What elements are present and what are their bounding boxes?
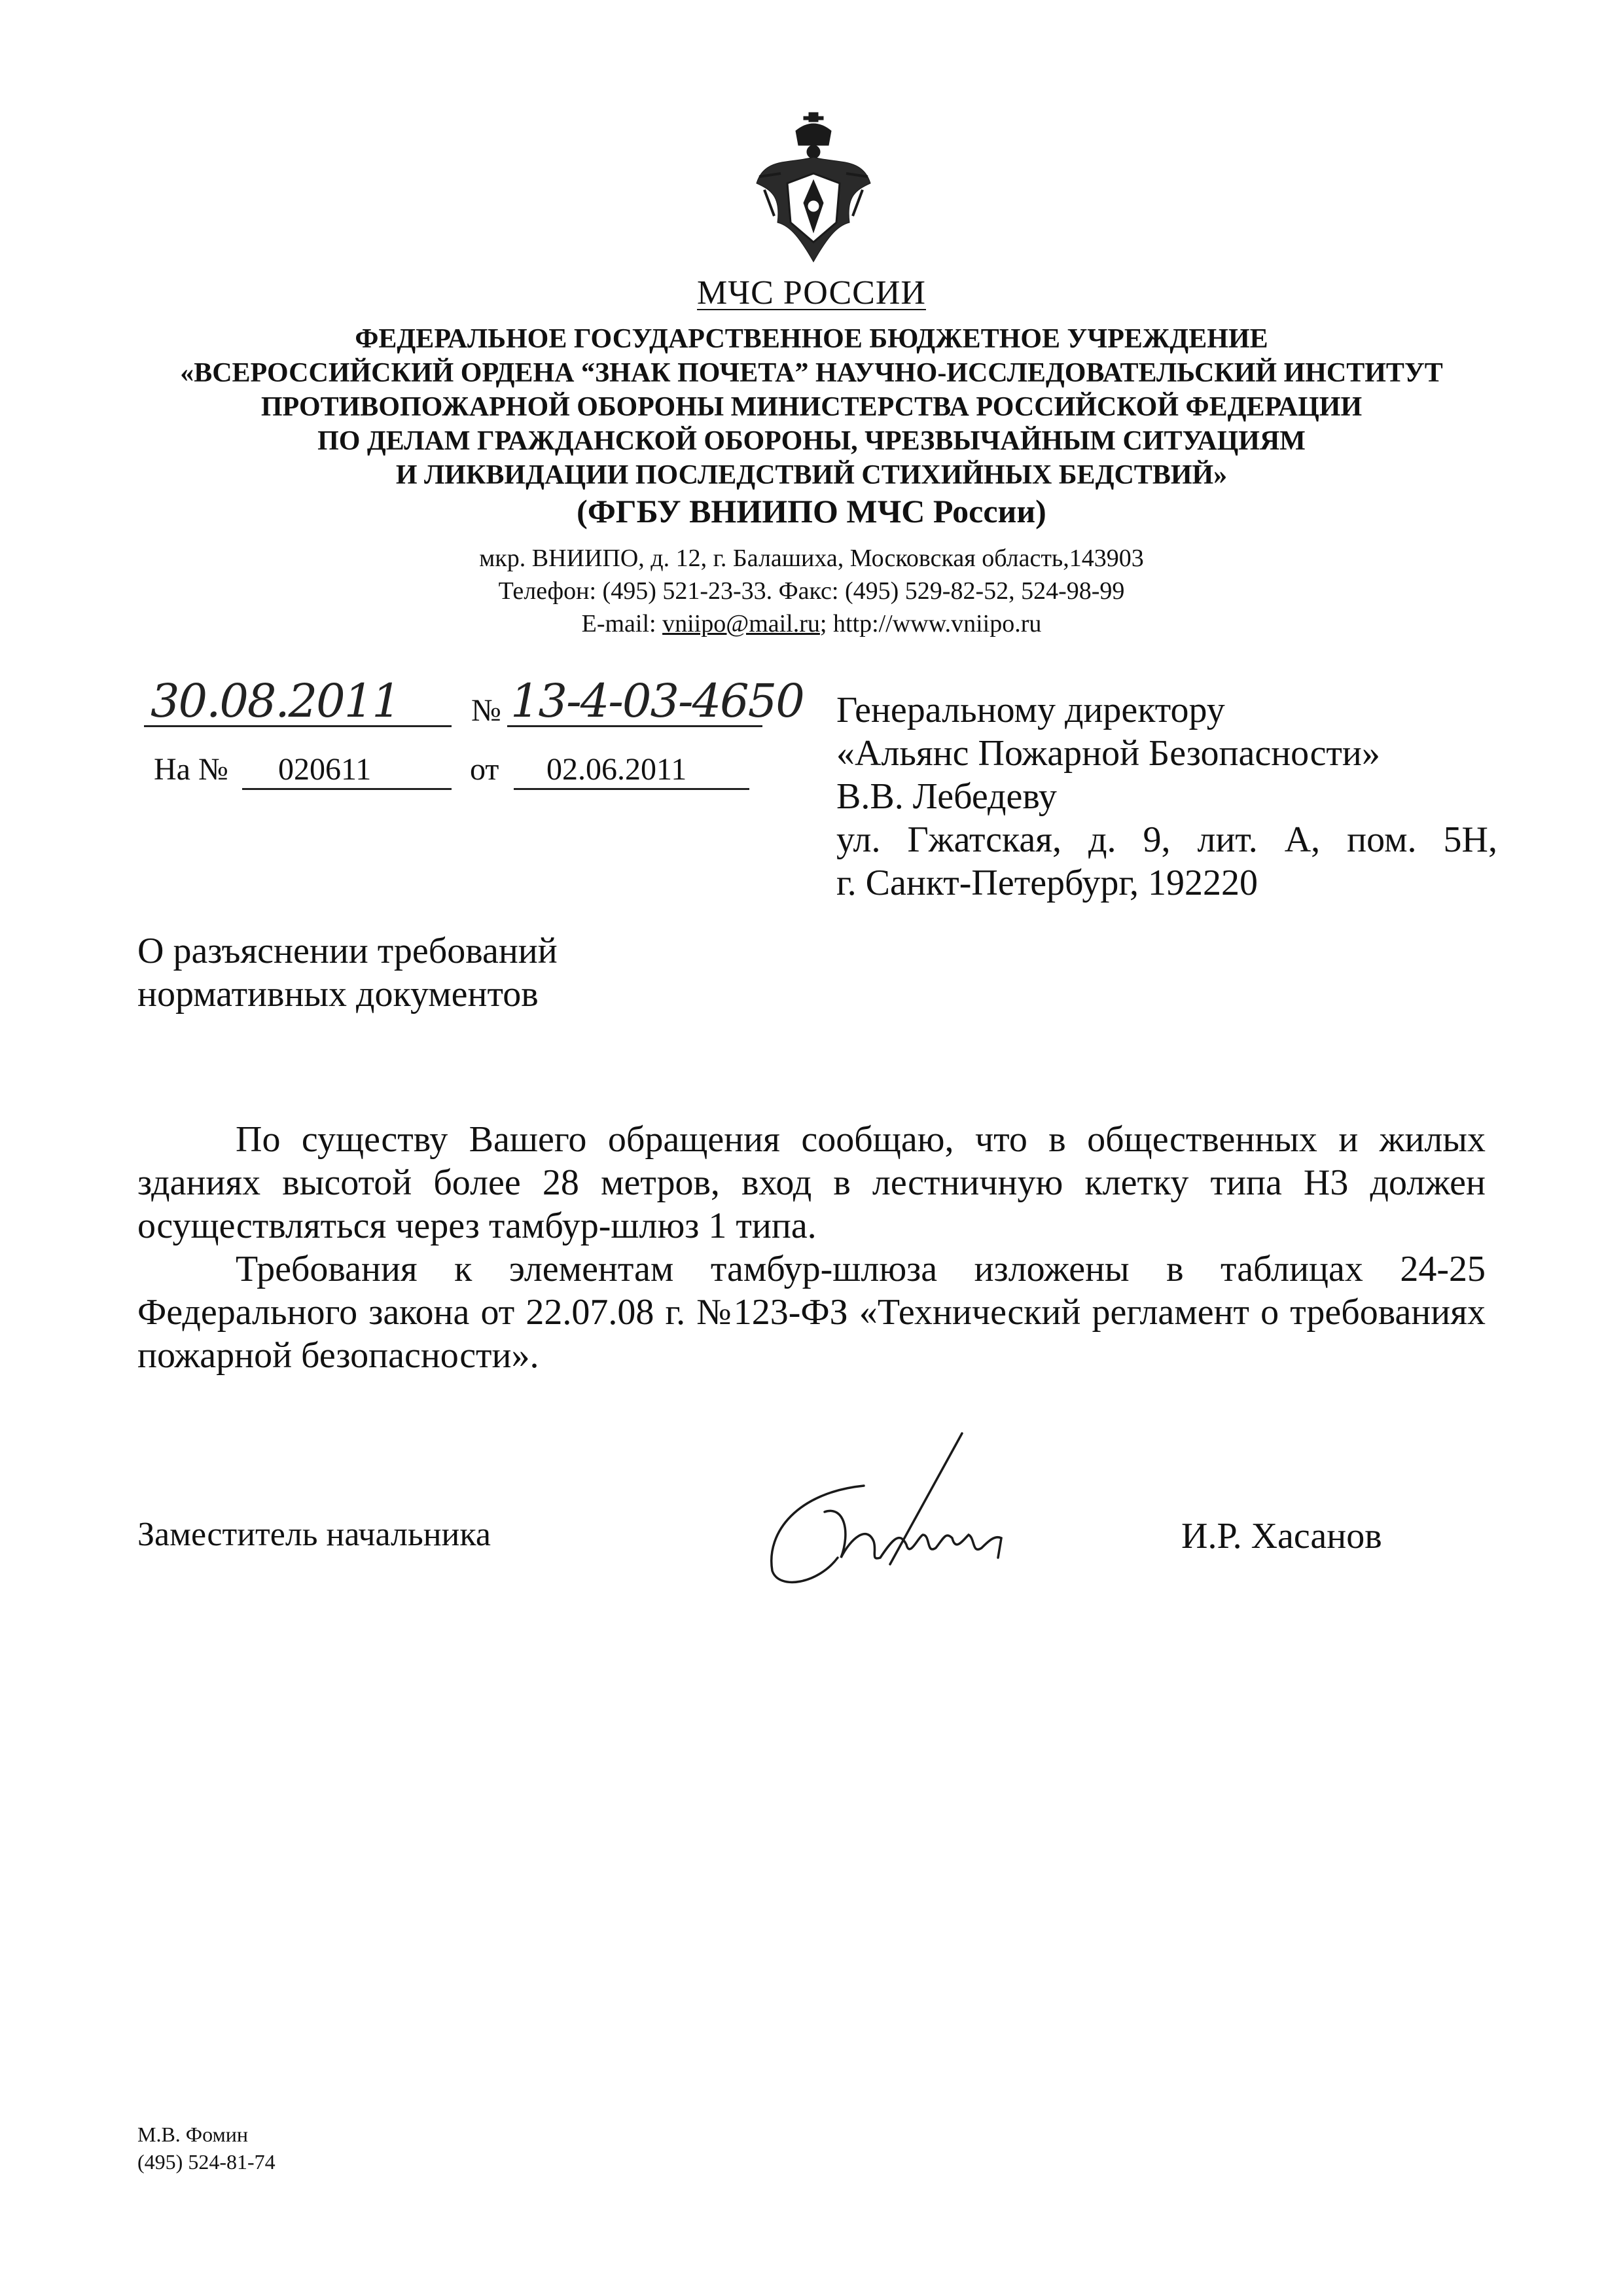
ref-date-underline xyxy=(514,788,749,790)
subject-line-1: О разъяснении требований xyxy=(137,931,558,971)
addressee-line-1: Генеральному директору xyxy=(836,690,1225,730)
number-underline xyxy=(507,725,762,727)
org-line-4: ПО ДЕЛАМ ГРАЖДАНСКОЙ ОБОРОНЫ, ЧРЕЗВЫЧАЙНЫМ СИТУАЦИЯМ xyxy=(317,426,1306,456)
executor-name: М.В. Фомин xyxy=(137,2123,248,2146)
body-paragraph-1: По существу Вашего обращения сообщаю, что в общественных и жилых зданиях высотой более 28 метров, вход в лестничную клетку типа Н3 должен осуществляться через тамбур-шлюз 1 типа. xyxy=(137,1119,1486,1246)
org-phones: Телефон: (495) 521-23-33. Факс: (495) 529-82-52, 524-98-99 xyxy=(498,577,1125,605)
ref-number-underline xyxy=(242,788,452,790)
body-paragraph-2: Требования к элементам тамбур-шлюза изложены в таблицах 24-25 Федерального закона от 22.07.08 г. №123-ФЗ «Технический регламент о требованиях пожарной безопасности». xyxy=(137,1249,1486,1376)
signer-name: И.Р. Хасанов xyxy=(1181,1516,1382,1556)
emchs-emblem-icon xyxy=(751,111,876,268)
addressee-line-2: «Альянс Пожарной Безопасности» xyxy=(836,733,1380,774)
email-label: E-mail: xyxy=(581,610,663,637)
org-line-1: ФЕДЕРАЛЬНОЕ ГОСУДАРСТВЕННОЕ БЮДЖЕТНОЕ УЧРЕЖДЕНИЕ xyxy=(355,324,1268,354)
org-line-3: ПРОТИВОПОЖАРНОЙ ОБОРОНЫ МИНИСТЕРСТВА РОССИЙСКОЙ ФЕДЕРАЦИИ xyxy=(260,392,1363,422)
organization-contacts xyxy=(0,542,1623,640)
ministry-name: МЧС РОССИИ xyxy=(697,274,926,312)
executor-info xyxy=(137,2121,276,2176)
organization-abbreviation: (ФГБУ ВНИИПО МЧС России) xyxy=(577,493,1046,529)
ref-from: от xyxy=(470,752,499,787)
organization-full-name xyxy=(0,322,1623,492)
ref-prefix: На № xyxy=(154,752,228,787)
handwritten-number: 13-4-03-4650 xyxy=(510,674,804,728)
letter-subject xyxy=(137,929,558,1016)
letter-body xyxy=(137,1118,1486,1377)
addressee-line-4: ул. Гжатская, д. 9, лит. А, пом. 5Н, xyxy=(836,819,1497,860)
number-sign: № xyxy=(471,693,501,728)
addressee-block xyxy=(836,689,1497,905)
subject-line-2: нормативных документов xyxy=(137,974,539,1014)
date-underline xyxy=(144,725,452,727)
addressee-line-5: г. Санкт-Петербург, 192220 xyxy=(836,863,1258,903)
org-line-5: И ЛИКВИДАЦИИ ПОСЛЕДСТВИЙ СТИХИЙНЫХ БЕДСТВИЙ» xyxy=(395,460,1228,490)
ref-date: 02.06.2011 xyxy=(546,752,687,787)
signer-title: Заместитель начальника xyxy=(137,1516,491,1553)
addressee-line-3: В.В. Лебедеву xyxy=(836,776,1057,817)
org-web xyxy=(0,607,1623,640)
email-link[interactable]: vniipo@mail.ru xyxy=(662,610,820,637)
handwritten-date: 30.08.2011 xyxy=(151,674,400,728)
org-line-2: «ВСЕРОССИЙСКИЙ ОРДЕНА “ЗНАК ПОЧЕТА” НАУЧНО-ИССЛЕДОВАТЕЛЬСКИЙ ИНСТИТУТ xyxy=(180,358,1443,388)
executor-phone: (495) 524-81-74 xyxy=(137,2150,276,2174)
org-address: мкр. ВНИИПО, д. 12, г. Балашиха, Московская область,143903 xyxy=(479,545,1144,572)
ref-number: 020611 xyxy=(278,752,372,787)
handwritten-signature xyxy=(746,1427,1073,1597)
website-link[interactable]: ; http://www.vniipo.ru xyxy=(819,610,1042,637)
